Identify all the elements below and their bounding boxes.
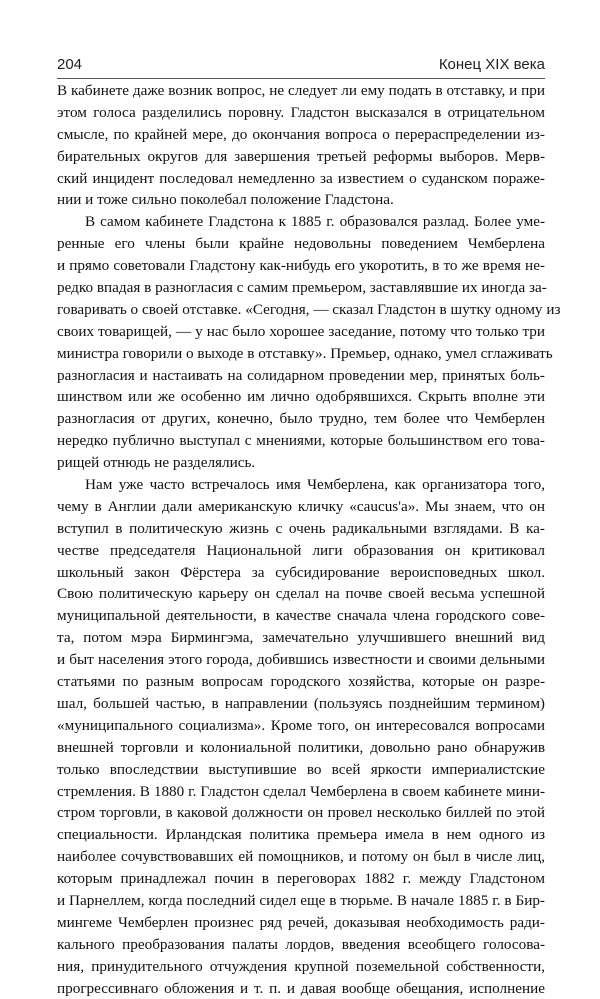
text-line: внешней торговли и колониальной политики, довольно рано обнаружив xyxy=(57,738,545,756)
text-line: специальности. Ирландская политика премьера имела в нем одного из xyxy=(57,826,545,844)
text-line: министра говорили о выходе в отставку». Премьер, однако, умел сглаживать xyxy=(57,344,553,362)
text-line: вступил в политическую жизнь с очень радикальными взглядами. В ка- xyxy=(57,519,545,537)
header-rule xyxy=(57,78,545,79)
text-line: нии и тоже сильно поколебал положение Гладстона. xyxy=(57,191,394,209)
text-line: стром торговли, в каковой должности он провел несколько биллей по этой xyxy=(57,804,545,822)
text-line: разногласия от других, конечно, было трудно, тем более что Чемберлен xyxy=(57,410,545,428)
text-line: редко впадая в разногласия с самим премьером, заставлявшие их иногда за- xyxy=(57,279,547,297)
text-line: разногласия и настаивать на солидарном проведении мер, принятых боль- xyxy=(57,366,545,384)
text-line: прогрессивнаго обложения и т. п. и давая вообще обещания, исполнение xyxy=(57,979,545,997)
text-line: и быт населения этого города, добившись известности и своими дельными xyxy=(57,651,545,669)
body-text xyxy=(57,80,561,999)
paragraph xyxy=(57,211,561,474)
paragraph xyxy=(57,80,545,211)
running-title: Конец XIX века xyxy=(438,56,545,73)
text-line: нередко публично выступал с мнениями, которые большинством его това- xyxy=(57,432,545,450)
text-line: та, потом мэра Бирмингэма, замечательно улучшившего внешний вид xyxy=(57,629,545,647)
text-line: говаривать о своей отставке. «Сегодня, — сказал Гладстон в шутку одному из xyxy=(57,300,561,318)
text-line: муниципальной деятельности, в качестве сначала члена городского сове- xyxy=(57,607,545,625)
text-line: школьный закон Фёрстера за субсидирование вероисповедных школ. xyxy=(57,563,545,581)
text-line: своих товарищей, — у нас было хорошее заседание, потому что только три xyxy=(57,322,545,340)
text-line: ский инцидент последовал немедленно за известием о суданском пораже- xyxy=(57,169,545,187)
text-line: статьями по разным вопросам городского хозяйства, которые он разре- xyxy=(57,673,545,691)
text-line: В кабинете даже возник вопрос, не следует ли ему подать в отставку, и при xyxy=(57,82,545,99)
text-line: и Парнеллем, когда последний сидел еще в тюрьме. В начале 1885 г. в Бир- xyxy=(57,891,545,909)
text-line: Свою политическую карьеру он сделал на почве своей весьма успешной xyxy=(57,585,545,603)
text-line: только впоследствии выступившие во всей яркости империалистские xyxy=(57,760,545,778)
text-line: В самом кабинете Гладстона к 1885 г. образовался разлад. Более уме- xyxy=(85,213,545,231)
text-line: и прямо советовали Гладстону как-нибудь его укоротить, в то же время не- xyxy=(57,257,545,275)
paragraph xyxy=(57,474,545,999)
text-line: «муниципального социализма». Кроме того, он интересовался вопросами xyxy=(57,716,545,734)
text-line: наиболее сочувствовавших ей помощников, и потому он был в числе лиц, xyxy=(57,848,545,866)
text-line: рищей отнюдь не разделялись. xyxy=(57,454,256,472)
text-line: смысле, по крайней мере, до окончания вопроса о перераспределении из- xyxy=(57,125,545,143)
text-line: ренные его члены были крайне недовольны поведением Чемберлена xyxy=(57,235,545,253)
text-line: стремления. В 1880 г. Гладстон сделал Чемберлена в своем кабинете мини- xyxy=(57,782,545,800)
text-line: ния, принудительного отчуждения крупной поземельной собственности, xyxy=(57,957,545,975)
text-line: шал, большей частью, в направлении (пользуясь позднейшим термином) xyxy=(57,694,545,712)
text-line: бирательных округов для завершения третьей реформы выборов. Мерв- xyxy=(57,147,545,165)
text-line: чему в Англии дали американскую кличку «caucus'a». Мы знаем, что он xyxy=(57,497,545,515)
text-line: шинством или же особенно им лично одобрявшихся. Скрыть вполне эти xyxy=(57,388,545,406)
text-line: Нам уже часто встречалось имя Чемберлена, как организатора того, xyxy=(85,476,545,494)
page-number: 204 xyxy=(57,56,83,73)
text-line: которым принадлежал почин в переговорах 1882 г. между Гладстоном xyxy=(57,870,545,888)
text-line: честве председателя Национальной лиги образования он критиковал xyxy=(57,541,545,559)
text-line: кального преобразования палаты лордов, введения всеобщего голосова- xyxy=(57,935,545,953)
running-header xyxy=(57,56,545,80)
text-line: этом голоса разделились поровну. Гладстон высказался в отрицательном xyxy=(57,103,545,121)
text-line: мингеме Чемберлен произнес ряд речей, доказывая необходимость ради- xyxy=(57,913,545,931)
